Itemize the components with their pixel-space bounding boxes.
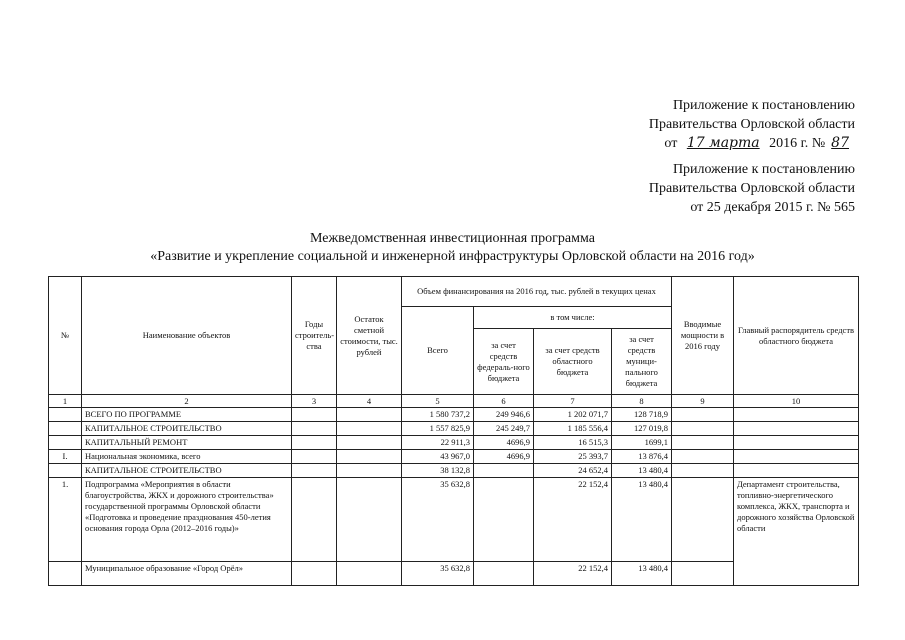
row-federal [474,478,534,562]
row-no [49,464,82,478]
table-row [49,450,859,464]
row-federal: 4696,9 [474,450,534,464]
handwritten-date: 17 марта [686,135,760,151]
header-municipal: за счет средств муници-пального бюджета [612,329,672,395]
header-total: Всего [402,307,474,395]
column-number: 9 [672,395,734,408]
appendix2-line3: от 25 декабря 2015 г. № 565 [690,200,855,215]
row-no [49,436,82,450]
row-name: Муниципальное образование «Город Орёл» [82,562,292,586]
row-federal: 245 249,7 [474,422,534,436]
row-municipal: 13 480,4 [612,478,672,562]
appendix1-line2: Правительства Орловской области [648,117,855,132]
appendix1-year: 2016 г. [769,136,809,151]
row-federal [474,562,534,586]
column-number: 6 [474,395,534,408]
header-federal: за счет средств федераль-ного бюджета [474,329,534,395]
document-title [0,230,905,266]
row-municipal: 128 718,9 [612,408,672,422]
row-name: КАПИТАЛЬНОЕ СТРОИТЕЛЬСТВО [82,422,292,436]
header-manager: Главный распорядитель средств областного бюджета [734,277,859,395]
table-row [49,408,859,422]
column-number: 4 [337,395,402,408]
header-remainder: Остаток сметной стоимости, тыс. рублей [337,277,402,395]
row-total: 38 132,8 [402,464,474,478]
column-number: 8 [612,395,672,408]
row-total: 43 967,0 [402,450,474,464]
appendix1-line3 [649,134,855,153]
row-total: 35 632,8 [402,478,474,562]
appendix-decree-2016 [649,96,855,153]
column-number: 10 [734,395,859,408]
investment-program-table [48,276,859,586]
row-regional: 16 515,3 [534,436,612,450]
title-line2: «Развитие и укрепление социальной и инженерной инфраструктуры Орловской области на 2016 год» [150,249,755,264]
header-name: Наименование объектов [82,277,292,395]
row-regional: 1 202 071,7 [534,408,612,422]
row-no: I. [49,450,82,464]
row-name: КАПИТАЛЬНОЕ СТРОИТЕЛЬСТВО [82,464,292,478]
row-municipal: 13 876,4 [612,450,672,464]
handwritten-number: 87 [831,135,849,151]
column-number: 1 [49,395,82,408]
row-no: 1. [49,478,82,562]
row-no [49,408,82,422]
appendix-decree-2015 [649,160,855,217]
row-total: 22 911,3 [402,436,474,450]
row-federal [474,464,534,478]
appendix2-line1: Приложение к постановлению [672,162,855,177]
row-total: 35 632,8 [402,562,474,586]
header-capacity: Вводимые мощности в 2016 году [672,277,734,395]
header-funding: Объем финансирования на 2016 год, тыс. рублей в текущих ценах [402,277,672,307]
row-name: ВСЕГО ПО ПРОГРАММЕ [82,408,292,422]
row-federal: 4696,9 [474,436,534,450]
column-number: 7 [534,395,612,408]
column-number-row [49,395,859,408]
row-total: 1 580 737,2 [402,408,474,422]
row-municipal: 127 019,8 [612,422,672,436]
table-row [49,436,859,450]
header-including: в том числе: [474,307,672,329]
header-years: Годы строитель-ства [292,277,337,395]
row-municipal: 1699,1 [612,436,672,450]
row-no [49,422,82,436]
appendix2-line2: Правительства Орловской области [648,181,855,196]
row-municipal: 13 480,4 [612,562,672,586]
row-regional: 24 652,4 [534,464,612,478]
row-municipal: 13 480,4 [612,464,672,478]
column-number: 3 [292,395,337,408]
row-name: Национальная экономика, всего [82,450,292,464]
column-number: 2 [82,395,292,408]
row-no [49,562,82,586]
row-regional: 1 185 556,4 [534,422,612,436]
row-total: 1 557 825,9 [402,422,474,436]
manager-department: Департамент строительства, топливно-энергетического комплекса, ЖКХ, транспорта и дорожного хозяйства Орловской области [734,478,859,586]
row-regional: 25 393,7 [534,450,612,464]
table-row [49,422,859,436]
row-federal: 249 946,6 [474,408,534,422]
column-number: 5 [402,395,474,408]
title-line1: Межведомственная инвестиционная программа [310,231,595,246]
appendix1-from: от [664,136,678,151]
header-regional: за счет средств областного бюджета [534,329,612,395]
row-regional: 22 152,4 [534,478,612,562]
header-no: № [49,277,82,395]
row-name: КАПИТАЛЬНЫЙ РЕМОНТ [82,436,292,450]
appendix1-num-label: № [811,136,826,151]
appendix1-line1: Приложение к постановлению [672,98,855,113]
row-regional: 22 152,4 [534,562,612,586]
table-row [49,464,859,478]
table-row [49,478,859,562]
row-name: Подпрограмма «Мероприятия в области благоустройства, ЖКХ и дорожного строительства» государственной программы Орловской области «Подготовка и проведение празднования 450-летия основания города Орла (2012–2016 годы)» [82,478,292,562]
